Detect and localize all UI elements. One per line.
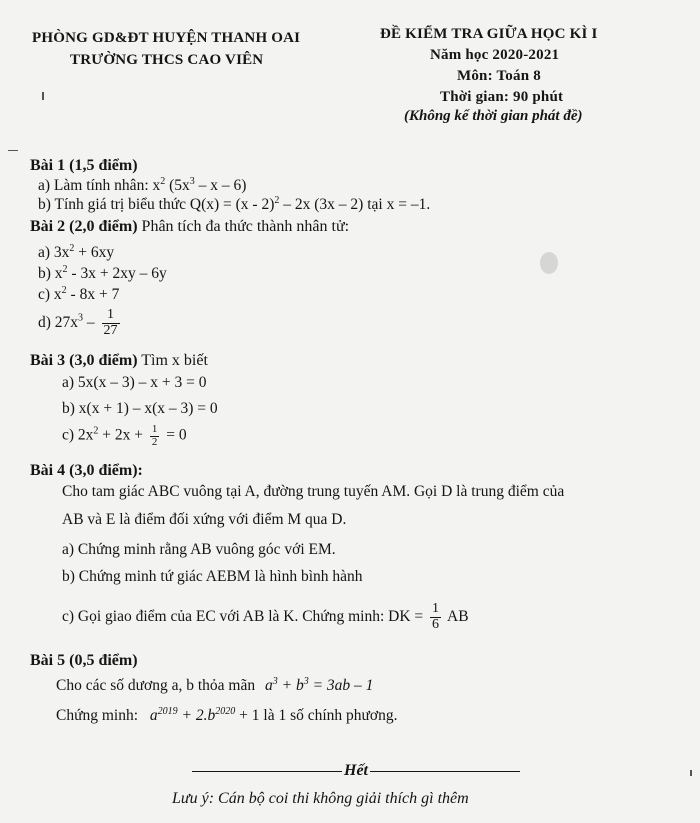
- department-name: PHÒNG GD&ĐT HUYỆN THANH OAI: [32, 30, 301, 46]
- bai2-b: b) $x^2 - 3x + 2xy - 6y$: [38, 263, 167, 282]
- bai3-c: c) $2x^2 + 2x$ + $\frac{1}{2}$ = 0: [62, 423, 187, 448]
- footer-note: Lưu ý: Cán bộ coi thi không giải thích gì thêm: [172, 790, 469, 807]
- subject: Môn: Toán 8: [457, 68, 541, 84]
- bai4-b: b) Chứng minh tứ giác AEBM là hình bình hành: [62, 568, 363, 585]
- duration: Thời gian: 90 phút: [440, 89, 564, 105]
- bai4-title: Bài 4 (3,0 điểm):: [30, 462, 143, 479]
- bai3-title: Bài 3 (3,0 điểm) Tìm x biết: [30, 352, 208, 369]
- end-marker: Hết: [190, 762, 522, 780]
- bai1-b: b) Tính giá trị biểu thức Q(x) = (x - 2)$^2$ – 2x (3x – 2) tại x = –1.: [38, 194, 431, 213]
- bai2-d: d) $27x^3$ – $\frac{1}{27}$: [38, 307, 118, 338]
- school-name: TRƯỜNG THCS CAO VIÊN: [70, 52, 264, 68]
- bai4-a: a) Chứng minh rằng AB vuông góc với EM.: [62, 541, 336, 558]
- end-dash-right: [370, 771, 520, 772]
- bai4-c-fraction: $\frac{1}{6}$: [432, 601, 440, 632]
- bai1-title: Bài 1 (1,5 điểm): [30, 157, 138, 174]
- exam-title: ĐỀ KIỂM TRA GIỮA HỌC KÌ I: [380, 26, 598, 42]
- school-year: Năm học 2020-2021: [430, 47, 560, 63]
- scan-speck: [42, 92, 44, 100]
- bai2-a: a) $3x^2 + 6xy$: [38, 242, 115, 261]
- bai5-prove: Chứng minh: $a^{2019} + 2.b^{2020} + 1$ là 1 số chính phương.: [56, 705, 398, 724]
- bai5-condition: Cho các số dương a, b thỏa mãn $a^3 + b^3 = 3ab - 1$: [56, 675, 374, 694]
- end-dash-left: [192, 771, 342, 772]
- bai4-intro-line2: AB và E là điểm đối xứng với điểm M qua D.: [62, 511, 347, 528]
- scan-speck: [690, 770, 692, 776]
- bai2-c: c) $x^2 - 8x + 7$: [38, 284, 120, 303]
- bai3-b: b) x(x + 1) – x(x – 3) = 0: [62, 400, 218, 417]
- bai3-c-fraction: $\frac{1}{2}$: [151, 423, 158, 448]
- bai1-a: a) Làm tính nhân: $x^2$ ($5x^3$ – x – 6): [38, 175, 247, 194]
- bai4-intro-line1: Cho tam giác ABC vuông tại A, đường trung tuyến AM. Gọi D là trung điểm của: [62, 483, 565, 500]
- bai5-title: Bài 5 (0,5 điểm): [30, 652, 138, 669]
- scan-speck: [8, 150, 18, 151]
- duration-note: (Không kể thời gian phát đề): [404, 108, 583, 124]
- bai2-title: Bài 2 (2,0 điểm) Phân tích đa thức thành nhân tử:: [30, 218, 350, 235]
- bai3-a: a) 5x(x – 3) – x + 3 = 0: [62, 374, 207, 391]
- bai2-d-fraction: $\frac{1}{27}$: [103, 307, 118, 338]
- scan-blot: [540, 252, 558, 274]
- bai4-c: c) Gọi giao điểm của EC với AB là K. Chứng minh: DK = $\frac{1}{6}$ AB: [62, 601, 469, 632]
